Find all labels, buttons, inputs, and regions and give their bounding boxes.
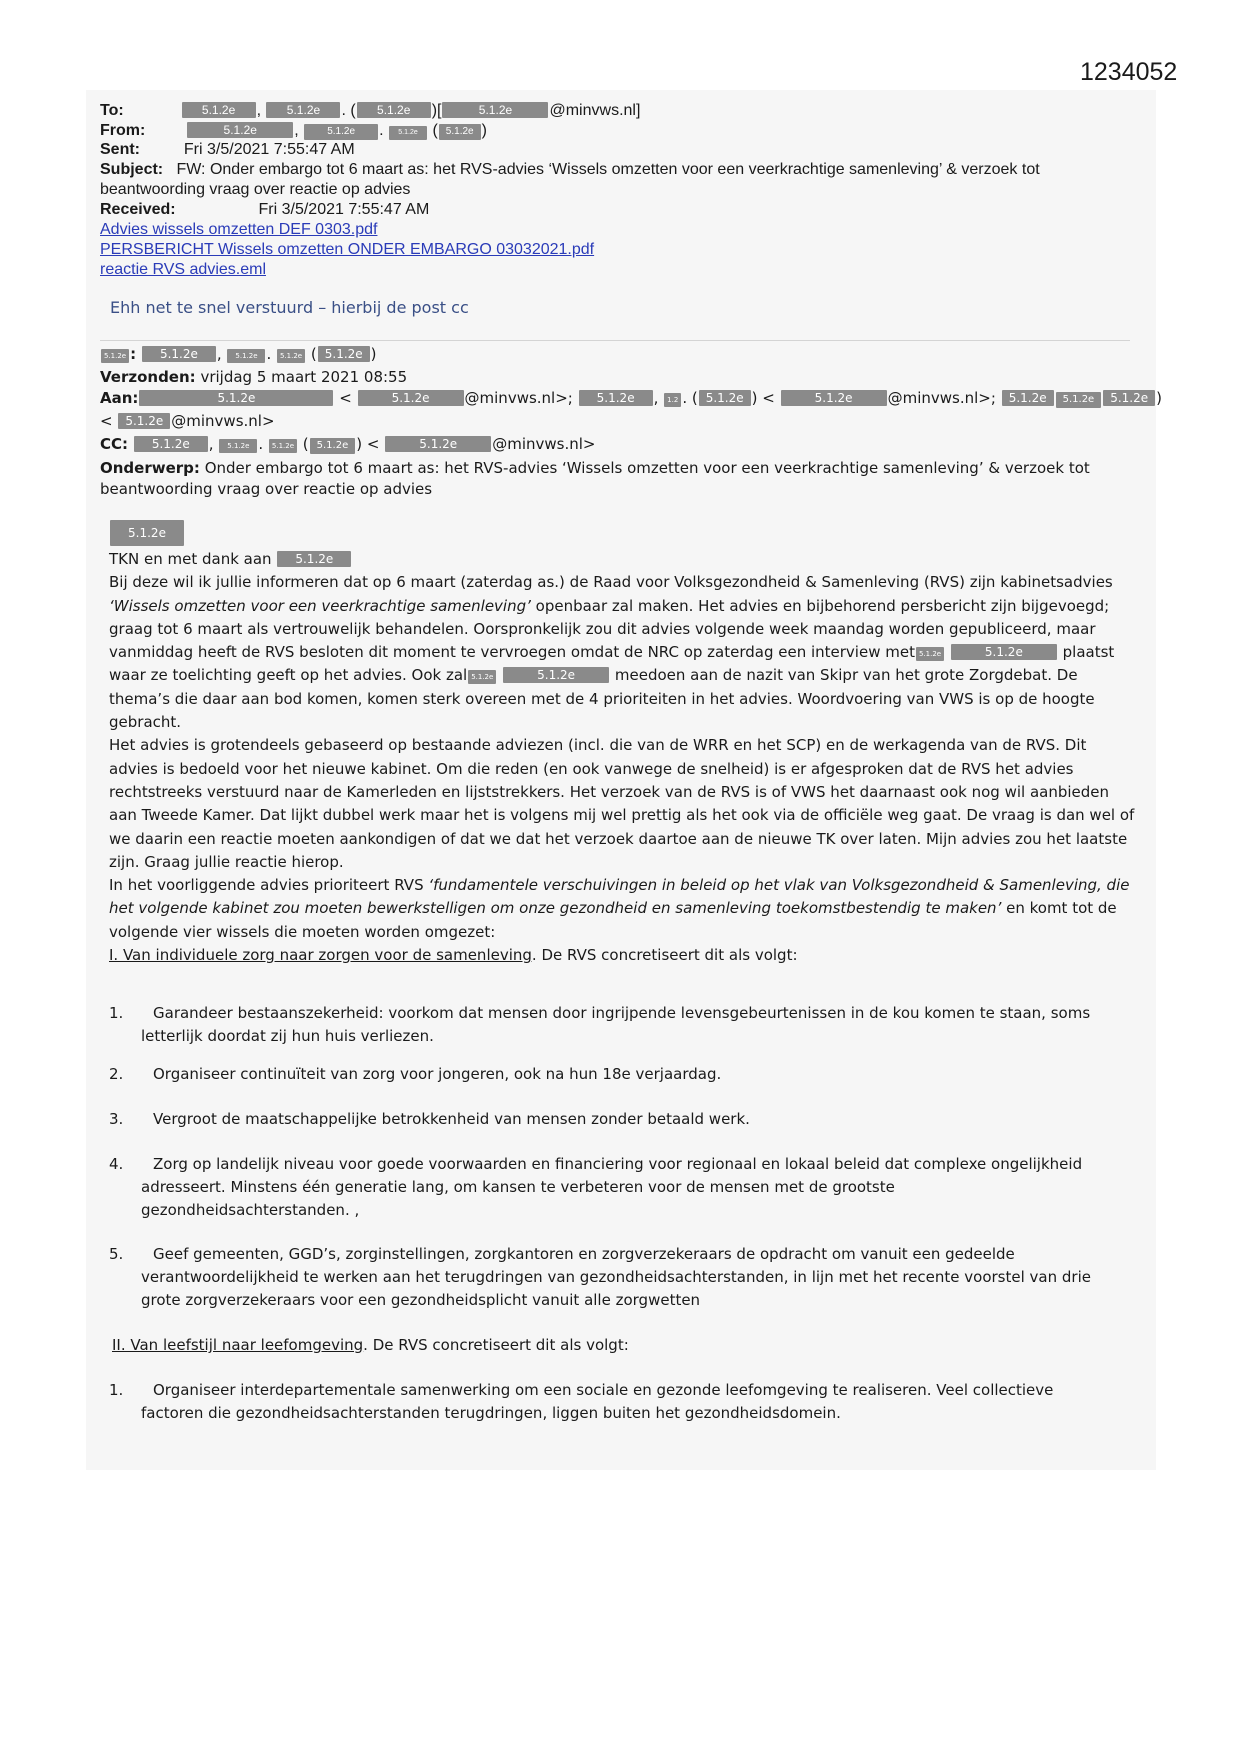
forwarded-cc-row: CC: 5.1.2e , 5.1.2e . 5.1.2e ( 5.1.2e ) < 5.1.2e @minvws.nl> bbox=[100, 435, 596, 453]
redaction-box: 5.1.2e bbox=[310, 438, 356, 454]
attachment-list bbox=[100, 220, 594, 280]
redaction-box: 5.1.2e bbox=[699, 390, 751, 406]
redaction-box: 5.1.2e bbox=[134, 436, 208, 452]
redaction-box: 5.1.2e bbox=[219, 439, 257, 453]
to-label: To: bbox=[100, 102, 124, 119]
redaction-box: 5.1.2e bbox=[318, 346, 370, 362]
redaction-box: 5.1.2e bbox=[269, 439, 297, 453]
redaction-box: 5.1.2e bbox=[1103, 390, 1155, 406]
verzonden-label: Verzonden: bbox=[100, 368, 196, 386]
email-sent-row bbox=[100, 140, 355, 160]
attachment-link[interactable]: reactie RVS advies.eml bbox=[100, 261, 266, 278]
list-item: 1. Organiseer interdepartementale samenwerking om een sociale en gezonde leefomgeving te realiseren. Veel collectieve factoren die gezondheidsachterstanden terugdringen, liggen buiten het gezondheidsdomein. bbox=[109, 1381, 1054, 1422]
attachment-link[interactable]: PERSBERICHT Wissels omzetten ONDER EMBARGO 03032021.pdf bbox=[100, 241, 595, 258]
list-item: 3. Vergroot de maatschappelijke betrokkenheid van mensen zonder betaald werk. bbox=[109, 1110, 750, 1128]
forwarded-to-row: Aan: 5.1.2e < 5.1.2e @minvws.nl>; 5.1.2e , 1.2 . ( 5.1.2e ) < 5.1.2e @minvws.nl>; 5.1.2e 5.1.2e 5.1.2e ) bbox=[100, 389, 1162, 407]
subject-label: Subject: bbox=[100, 161, 164, 178]
greeting: TKN en met dank aan bbox=[109, 550, 272, 568]
redaction-box: 5.1.2e bbox=[118, 413, 170, 429]
sent-value: Fri 3/5/2021 7:55:47 AM bbox=[183, 141, 355, 158]
subject-value: FW: Onder embargo tot 6 maart as: het RVS-advies ‘Wissels omzetten voor een veerkrachtige samenleving’ & verzoek tot beantwoording vraag over reactie op advies bbox=[100, 161, 1040, 198]
forwarded-sent-row bbox=[100, 367, 407, 388]
redaction-box: 5.1.2e bbox=[389, 126, 427, 140]
redaction-box: 5.1.2e bbox=[277, 551, 351, 567]
redaction-box: 5.1.2e bbox=[227, 349, 265, 363]
redaction-box: 5.1.2e bbox=[182, 102, 256, 118]
redaction-box: 1.2 bbox=[664, 393, 681, 407]
email-received-row bbox=[100, 200, 429, 220]
redaction-box: 5.1.2e bbox=[1002, 390, 1054, 406]
redaction-box: 5.1.2e bbox=[439, 124, 481, 140]
onderwerp-value: Onder embargo tot 6 maart as: het RVS-advies ‘Wissels omzetten voor een veerkrachtige samenleving’ & verzoek tot beantwoording vraag over reactie op advies bbox=[100, 459, 1090, 498]
from-label: From: bbox=[100, 122, 146, 139]
list-item: 1. Garandeer bestaanszekerheid: voorkom dat mensen door ingrijpende levensgebeurtenissen in de kou komen te staan, soms letterlijk doordat zij hun huis verliezen. bbox=[109, 1004, 1091, 1045]
aan-domain-3: @minvws.nl> bbox=[171, 412, 275, 430]
aan-label: Aan: bbox=[100, 389, 139, 407]
paragraph-1: Bij deze wil ik jullie informeren dat op 6 maart (zaterdag as.) de Raad voor Volksgezondheid & Samenleving (RVS) zijn kabinetsadvies ‘Wissels omzetten voor een veerkrachtige samenleving’ openbaar zal maken. Het advies en bijbehorend persbericht zijn bijgevoegd; graag tot 6 maart als vertrouwelijk behandelen. Oorspronkelijk zou dit advies volgende week maandag worden gepubliceerd, maar vanmiddag heeft de RVS besloten dit moment te vervroegen omdat de NRC op zaterdag een interview met 5.1.2e 5.1.2e plaatst waar ze toelichting geeft op het advies. Ook zal 5.1.2e 5.1.2e meedoen aan de nazit van Skipr van het grote Zorgdebat. De thema’s die daar aan bod komen, komen sterk overeen met de 4 prioriteiten in het advies. Woordvoering van VWS is op de hoogte gebracht. bbox=[109, 573, 1115, 732]
received-value: Fri 3/5/2021 7:55:47 AM bbox=[258, 201, 430, 218]
list-item: 4. Zorg op landelijk niveau voor goede voorwaarden en financiering voor regionaal en lokaal beleid dat complexe ongelijkheid adresseert. Minstens één generatie lang, om kansen te verbeteren voor de mensen met de grootste gezondheidsachterstanden. , bbox=[109, 1155, 1083, 1219]
redaction-box: 5.1.2e bbox=[358, 390, 464, 406]
redaction-box: 5.1.2e bbox=[277, 349, 305, 363]
attachment-link[interactable]: Advies wissels omzetten DEF 0303.pdf bbox=[100, 221, 378, 238]
sent-label: Sent: bbox=[100, 141, 140, 158]
redaction-box: 5.1.2e bbox=[142, 346, 216, 362]
redaction-box: 5.1.2e bbox=[266, 102, 340, 118]
cc-label: CC: bbox=[100, 435, 129, 453]
forward-note: Ehh net te snel verstuurd – hierbij de post cc bbox=[110, 298, 469, 317]
redaction-box: 5.1.2e bbox=[385, 436, 491, 452]
paragraph-2: Het advies is grotendeels gebaseerd op bestaande adviezen (incl. die van de WRR en het SCP) en de werkagenda van de RVS. Dit advies is bedoeld voor het nieuwe kabinet. Om die reden (en ook vanwege de snelheid) is er afgesproken dat de RVS het advies rechtstreeks verstuurd naar de Kamerleden en lijststrekkers. Het verzoek van de RVS is of VWS het daarnaast ook nog wil aanbieden aan Tweede Kamer. Dat lijkt dubbel werk maar het is volgens mij wel prettig als het ook via de officiële weg gaat. De vraag is dan wel of we daarin een reactie moeten aankondigen of dat we dat het verzoek daartoe aan de nieuwe TK over laten. Mijn advies zou het laatste zijn. Graag jullie reactie hierop. bbox=[109, 736, 1135, 871]
redaction-box: 5.1.2e bbox=[187, 122, 293, 138]
section-heading-2: II. Van leefstijl naar leefomgeving. De RVS concretiseert dit als volgt: bbox=[112, 1336, 629, 1354]
list-item: 2. Organiseer continuïteit van zorg voor jongeren, ook na hun 18e verjaardag. bbox=[109, 1065, 722, 1083]
redaction-box: 5.1.2e bbox=[357, 102, 431, 118]
received-label: Received: bbox=[100, 201, 176, 218]
redaction-box: 5.1.2e bbox=[781, 390, 887, 406]
redaction-box: 5.1.2e bbox=[304, 124, 378, 140]
forwarded-to-row-2: < 5.1.2e @minvws.nl> bbox=[100, 412, 275, 430]
forwarded-subject-row bbox=[100, 458, 1130, 500]
redaction-box: 5.1.2e bbox=[442, 102, 548, 118]
separator-line bbox=[100, 340, 1130, 341]
aan-domain: @minvws.nl>; bbox=[464, 389, 573, 407]
redaction-box: 5.1.2e bbox=[916, 647, 944, 661]
email-from-row: From: 5.1.2e , 5.1.2e . 5.1.2e ( 5.1.2e ) bbox=[100, 122, 487, 139]
redaction-box: 5.1.2e bbox=[951, 644, 1057, 660]
redaction-box: 5.1.2e bbox=[139, 390, 333, 406]
redaction-box: 5.1.2e bbox=[1056, 392, 1102, 408]
to-domain: @minvws.nl] bbox=[549, 102, 641, 119]
document-number: 1234052 bbox=[1080, 58, 1178, 86]
onderwerp-label: Onderwerp: bbox=[100, 459, 200, 477]
redaction-box: 5.1.2e bbox=[579, 390, 653, 406]
paragraph-3: In het voorliggende advies prioriteert RVS ‘fundamentele verschuivingen in beleid op het vlak van Volksgezondheid & Samenleving, die het volgende kabinet zou moeten bewerkstelligen om onze gezondheid en samenleving toekomstbestendig te maken’ en komt tot de volgende vier wissels die moeten worden omgezet: bbox=[109, 876, 1130, 941]
section-heading-1: I. Van individuele zorg naar zorgen voor de samenleving. De RVS concretiseert dit als volgt: bbox=[109, 946, 798, 965]
list-item: 5. Geef gemeenten, GGD’s, zorginstellingen, zorgkantoren en zorgverzekeraars de opdracht om vanuit een gedeelde verantwoordelijkheid te werken aan het terugdringen van gezondheidsachterstanden, in lijn met het recente voorstel van drie grote zorgverzekeraars voor een gezondheidsplicht vanuit alle zorgwetten bbox=[109, 1245, 1091, 1309]
redaction-box: 5.1.2e bbox=[110, 520, 184, 546]
forwarded-from-row: 5.1.2e : 5.1.2e , 5.1.2e . 5.1.2e ( 5.1.2e ) bbox=[100, 344, 377, 365]
email-to-row: To: 5.1.2e , 5.1.2e . ( 5.1.2e )[ 5.1.2e @minvws.nl] bbox=[100, 102, 641, 119]
redaction-box: 5.1.2e bbox=[468, 670, 496, 684]
redaction-box: 5.1.2e bbox=[101, 349, 129, 363]
redaction-box: 5.1.2e bbox=[503, 667, 609, 683]
message-body bbox=[109, 520, 1139, 967]
cc-domain: @minvws.nl> bbox=[492, 435, 596, 453]
aan-domain-2: @minvws.nl>; bbox=[887, 389, 996, 407]
verzonden-value: vrijdag 5 maart 2021 08:55 bbox=[200, 368, 408, 386]
email-subject-row bbox=[100, 160, 1140, 200]
